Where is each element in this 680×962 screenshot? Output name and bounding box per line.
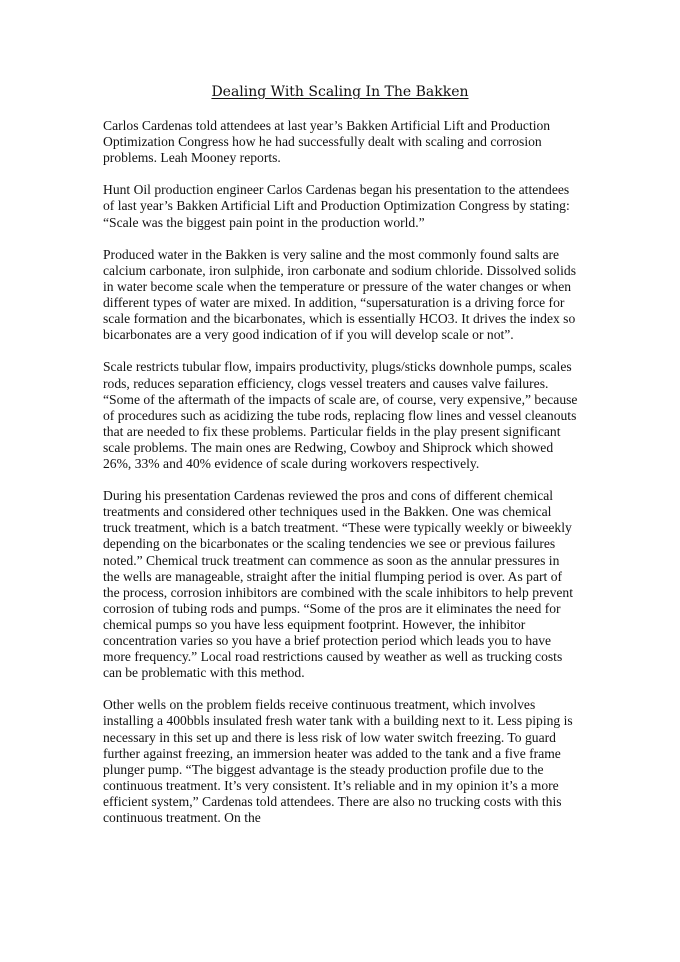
paragraph-scale-impacts: Scale restricts tubular flow, impairs productivity, plugs/sticks downhole pumps, scales rods, reduces separation efficiency, clogs vessel treaters and causes valve failures. “Some of the aftermath of the impacts of scale are, of course, very expensive,” because of procedures such as acidizing the tube rods, replacing flow lines and vessel cleanouts that are needed to fix these problems. Particular fields in the play present significant scale problems. The main ones are Redwing, Cowboy and Shiprock which showed 26%, 33% and 40% evidence of scale during workovers respectively. [103, 359, 578, 471]
paragraph-continuous-treatment: Other wells on the problem fields receive continuous treatment, which involves installing a 400bbls insulated fresh water tank with a building next to it. Less piping is necessary in this set up and there is less risk of low water switch freezing. To guard further against freezing, an immersion heater was added to the tank and a five frame plunger pump. “The biggest advantage is the steady production profile due to the continuous treatment. It’s very consistent. It’s reliable and in my opinion it’s a more efficient system,” Cardenas told attendees. There are also no trucking costs with this continuous treatment. On the [103, 697, 573, 826]
document-body [103, 118, 579, 842]
paragraph-intro: Carlos Cardenas told attendees at last year’s Bakken Artificial Lift and Production Optimization Congress how he had successfully dealt with scaling and corrosion problems. Leah Mooney reports. [103, 118, 551, 166]
paragraph-chemical-treatments: During his presentation Cardenas reviewed the pros and cons of different chemical treatments and considered other techniques used in the Bakken. One was chemical truck treatment, which is a batch treatment. “These were typically weekly or biweekly depending on the bicarbonates or the scaling tendencies we see or previous failures noted.” Chemical truck treatment can commence as soon as the annular pressures in the wells are manageable, straight after the initial flumping period is over. As part of the process, corrosion inhibitors are combined with the scale inhibitors to help prevent corrosion of tubing rods and pumps. “Some of the pros are it eliminates the need for chemical pumps so you have less equipment footprint. However, the inhibitor concentration varies so you have a brief protection period which leads you to have more frequency.” Local road restrictions caused by weather as well as trucking costs can be problematic with this method. [103, 488, 573, 681]
document-title: Dealing With Scaling In The Bakken [211, 84, 469, 100]
paragraph-presentation-opening: Hunt Oil production engineer Carlos Cardenas began his presentation to the attendees of last year’s Bakken Artificial Lift and Production Optimization Congress by stating: “Scale was the biggest pain point in the production world.” [103, 182, 570, 230]
paragraph-produced-water: Produced water in the Bakken is very saline and the most commonly found salts are calcium carbonate, iron sulphide, iron carbonate and sodium chloride. Dissolved solids in water become scale when the temperature or pressure of the water changes or when different types of water are mixed. In addition, “supersaturation is a driving force for scale formation and the bicarbonates, which is essentially HCO3. It drives the index so bicarbonates are a very good indication of if you will develop scale or not”. [103, 246, 577, 343]
